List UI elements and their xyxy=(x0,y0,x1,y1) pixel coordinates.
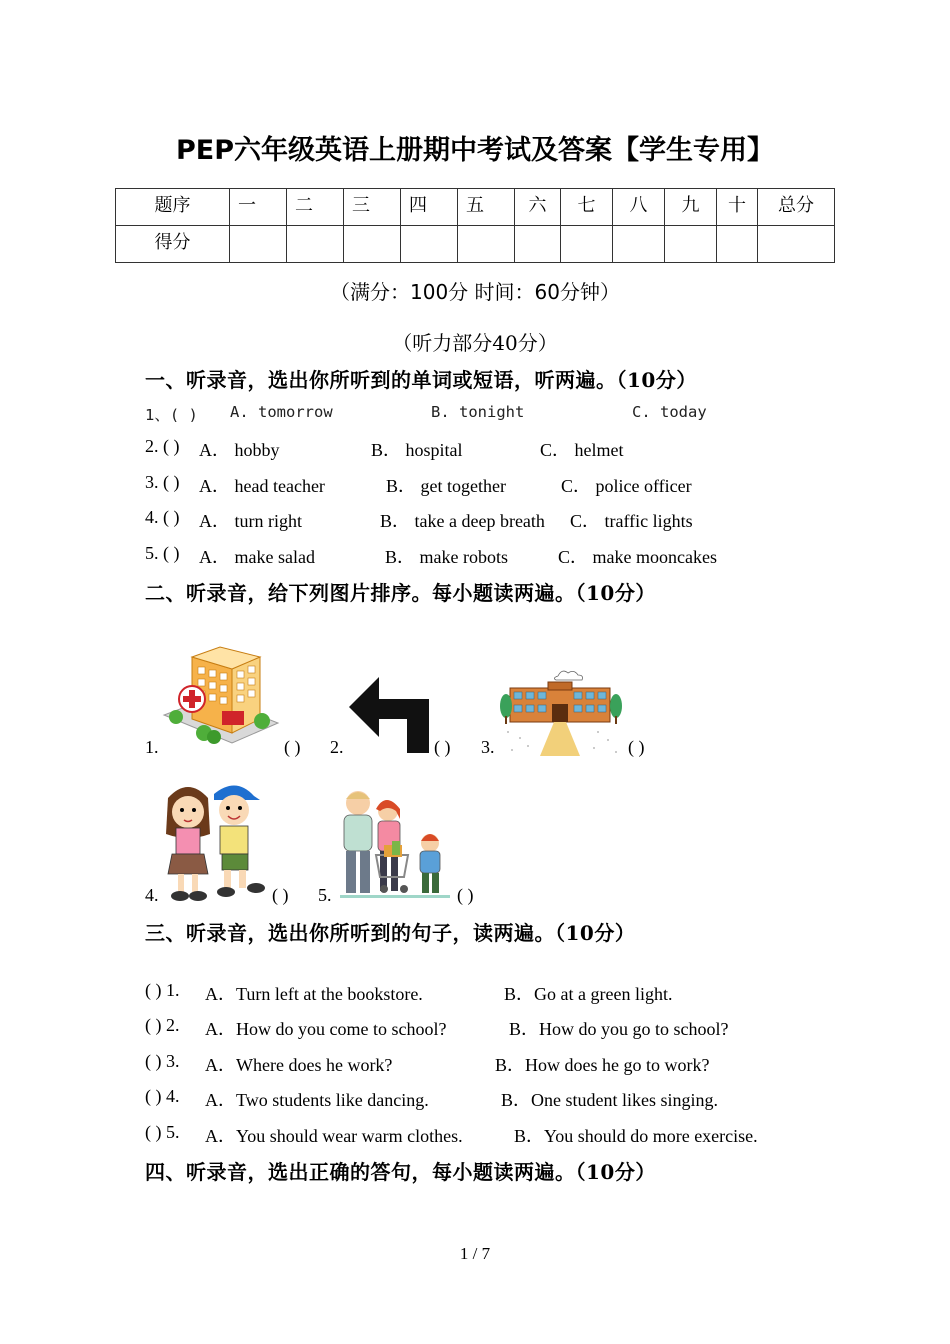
question-number: ( ) 1. xyxy=(145,980,180,1000)
score-cell[interactable] xyxy=(561,226,613,263)
answer-blank[interactable]: ( ) xyxy=(434,737,451,757)
score-cell[interactable] xyxy=(613,226,665,263)
picture-label: 3. xyxy=(481,737,495,757)
score-cell[interactable] xyxy=(344,226,401,263)
option-a: A． turn right xyxy=(199,511,302,531)
question-number: 2. ( ) xyxy=(145,436,180,456)
option-b: B． make robots xyxy=(385,547,508,567)
answer-blank[interactable]: ( ) xyxy=(284,737,301,757)
option-b: B． hospital xyxy=(371,440,463,460)
score-header-cell: 五 xyxy=(458,189,515,226)
score-header-cell: 九 xyxy=(665,189,717,226)
option-b: B．You should do more exercise. xyxy=(514,1126,758,1146)
score-cell[interactable] xyxy=(665,226,717,263)
score-table xyxy=(115,188,835,263)
score-table-score-row xyxy=(116,226,835,263)
score-cell[interactable] xyxy=(717,226,758,263)
option-b: B．One student likes singing. xyxy=(501,1090,718,1110)
score-header-cell: 总分 xyxy=(758,189,835,226)
option-c: C． traffic lights xyxy=(570,511,693,531)
option-c: C． police officer xyxy=(561,476,692,496)
option-a: A． hobby xyxy=(199,440,280,460)
option-c: C． helmet xyxy=(540,440,624,460)
option-c: C． make mooncakes xyxy=(558,547,717,567)
section3-heading: 三、听录音，选出你所听到的句子，读两遍。（10分） xyxy=(145,921,636,945)
question-row xyxy=(145,403,198,425)
question-number: 5. ( ) xyxy=(145,543,180,563)
score-cell[interactable] xyxy=(401,226,458,263)
question-number: 3. ( ) xyxy=(145,472,180,492)
family-shopping-picture xyxy=(336,785,452,901)
question-number: ( ) 3. xyxy=(145,1051,180,1071)
answer-blank[interactable]: ( ) xyxy=(628,737,645,757)
score-header-cell: 六 xyxy=(515,189,561,226)
score-header-cell: 一 xyxy=(230,189,287,226)
score-cell[interactable] xyxy=(287,226,344,263)
score-cell[interactable] xyxy=(515,226,561,263)
option-a: A．Where does he work? xyxy=(205,1055,393,1075)
option-a: A. tomorrow xyxy=(230,403,333,421)
option-a: A． head teacher xyxy=(199,476,325,496)
question-number: 4. ( ) xyxy=(145,507,180,527)
section2-heading: 二、听录音，给下列图片排序。每小题读两遍。（10分） xyxy=(145,581,656,605)
picture-label: 2. xyxy=(330,737,344,757)
score-header-cell: 题序 xyxy=(116,189,230,226)
question-number: 1、( ) xyxy=(145,406,198,424)
picture-label: 4. xyxy=(145,885,159,905)
score-cell[interactable] xyxy=(230,226,287,263)
score-row-label: 得分 xyxy=(116,226,230,263)
score-cell[interactable] xyxy=(458,226,515,263)
score-header-cell: 三 xyxy=(344,189,401,226)
option-b: B． take a deep breath xyxy=(380,511,545,531)
school-picture xyxy=(498,668,624,756)
picture-label: 5. xyxy=(318,885,332,905)
turn-left-arrow-picture xyxy=(349,677,431,753)
score-header-cell: 七 xyxy=(561,189,613,226)
option-a: A．Turn left at the bookstore. xyxy=(205,984,423,1004)
option-b: B．Go at a green light. xyxy=(504,984,673,1004)
section4-heading: 四、听录音，选出正确的答句，每小题读两遍。（10分） xyxy=(145,1160,656,1184)
option-a: A．How do you come to school? xyxy=(205,1019,447,1039)
option-b: B．How does he go to work? xyxy=(495,1055,710,1075)
option-a: A． make salad xyxy=(199,547,315,567)
question-number: ( ) 4. xyxy=(145,1086,180,1106)
page-number: 1 / 7 xyxy=(459,1244,491,1263)
question-number: ( ) 2. xyxy=(145,1015,180,1035)
two-students-picture xyxy=(162,780,268,904)
option-a: A．Two students like dancing. xyxy=(205,1090,429,1110)
answer-blank[interactable]: ( ) xyxy=(272,885,289,905)
option-a: A．You should wear warm clothes. xyxy=(205,1126,463,1146)
answer-blank[interactable]: ( ) xyxy=(457,885,474,905)
score-cell[interactable] xyxy=(758,226,835,263)
score-table-header-row xyxy=(116,189,835,226)
hospital-picture xyxy=(162,645,280,755)
question-number: ( ) 5. xyxy=(145,1122,180,1142)
option-b: B． get together xyxy=(386,476,506,496)
score-header-cell: 四 xyxy=(401,189,458,226)
option-c: C. today xyxy=(632,403,707,421)
score-header-cell: 十 xyxy=(717,189,758,226)
section1-heading: 一、听录音，选出你所听到的单词或短语，听两遍。（10分） xyxy=(145,368,697,392)
score-header-cell: 二 xyxy=(287,189,344,226)
listening-header: （听力部分40分） xyxy=(392,331,558,355)
page-title: PEP六年级英语上册期中考试及答案【学生专用】 xyxy=(175,135,775,166)
option-b: B．How do you go to school? xyxy=(509,1019,729,1039)
picture-label: 1. xyxy=(145,737,159,757)
score-header-cell: 八 xyxy=(613,189,665,226)
option-b: B. tonight xyxy=(431,403,525,421)
exam-info: （满分：100分 时间：60分钟） xyxy=(330,280,620,304)
